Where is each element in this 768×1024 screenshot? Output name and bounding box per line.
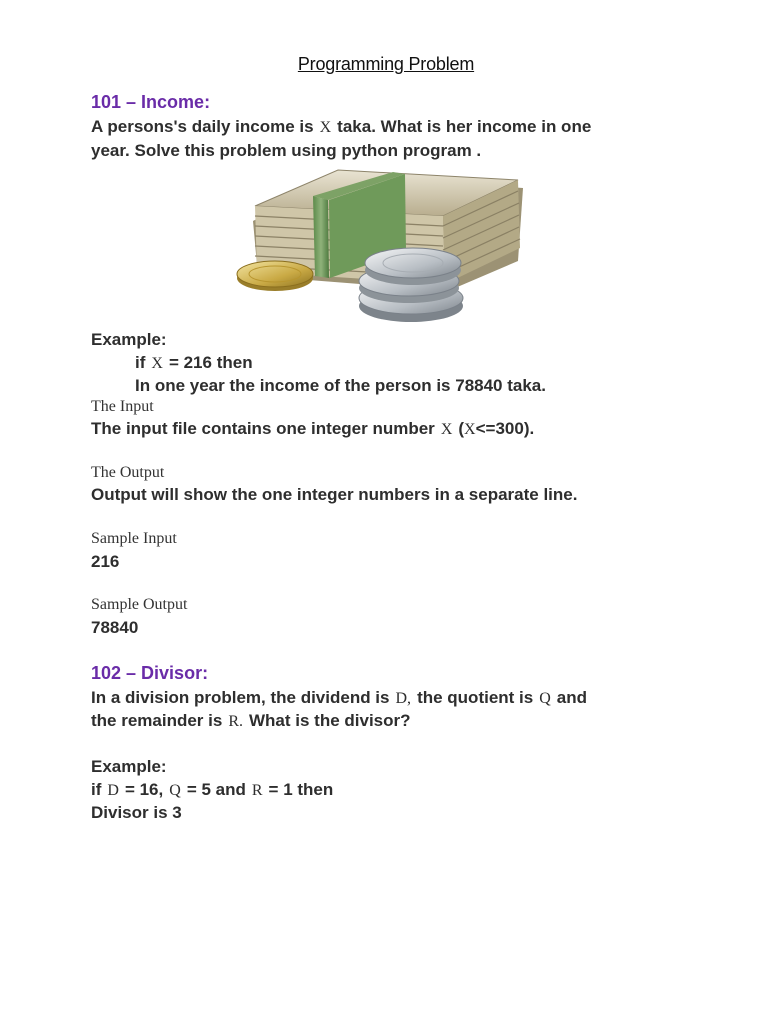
text: <=300). — [475, 419, 535, 438]
text: The input file contains one integer number — [91, 419, 435, 438]
problem-102-heading: 102 – Divisor: — [91, 663, 209, 683]
variable-q: Q — [539, 690, 551, 707]
text: A persons's daily income is — [91, 117, 314, 136]
input-section-label: The Input — [91, 398, 154, 415]
text: What is the divisor? — [249, 711, 411, 730]
text: = 5 and — [186, 780, 246, 799]
sample-input-label: Sample Input — [91, 530, 177, 547]
output-description: Output will show the one integer numbers in a separate line. — [91, 485, 578, 504]
problem-101-example-label: Example: — [91, 330, 167, 349]
variable-x: X — [440, 421, 453, 438]
output-section-label: The Output — [91, 464, 165, 481]
problem-101-heading: 101 – Income: — [91, 92, 211, 112]
problem-101-statement-line2: year. Solve this problem using python program . — [91, 141, 482, 160]
text: if — [91, 780, 102, 799]
text: taka. What is her income in one — [337, 117, 592, 136]
money-stack-coins-icon — [233, 166, 533, 326]
variable-q: Q — [169, 782, 181, 799]
text: the remainder is — [91, 711, 223, 730]
sample-output-label: Sample Output — [91, 596, 188, 613]
variable-r: R. — [228, 713, 243, 730]
document-page — [91, 0, 691, 1024]
text: ( — [458, 419, 465, 438]
text: = 216 then — [168, 353, 253, 372]
problem-101-example-if — [135, 353, 253, 373]
text: the quotient is — [417, 688, 534, 707]
text: if — [135, 353, 146, 372]
sample-input-value: 216 — [91, 552, 120, 571]
text: = 1 then — [268, 780, 334, 799]
problem-102-statement-line2 — [91, 711, 411, 731]
variable-r: R — [251, 782, 263, 799]
variable-x: X — [319, 119, 332, 136]
text: In a division problem, the dividend is — [91, 688, 390, 707]
variable-d: D, — [395, 690, 412, 707]
problem-101-statement-line1 — [91, 117, 591, 137]
variable-x: X — [151, 355, 163, 372]
problem-102-statement-line1 — [91, 688, 587, 708]
text: = 16, — [124, 780, 164, 799]
input-description — [91, 419, 534, 439]
problem-102-example-result: Divisor is 3 — [91, 803, 182, 822]
sample-output-value: 78840 — [91, 618, 139, 637]
problem-102-example-if — [91, 780, 333, 800]
text: and — [556, 688, 588, 707]
problem-101-example-result: In one year the income of the person is 78840 taka. — [135, 376, 546, 395]
problem-102-example-label: Example: — [91, 757, 167, 776]
variable-d: D — [107, 782, 119, 799]
variable-x: X — [464, 421, 476, 438]
document-title: Programming Problem — [297, 54, 475, 74]
